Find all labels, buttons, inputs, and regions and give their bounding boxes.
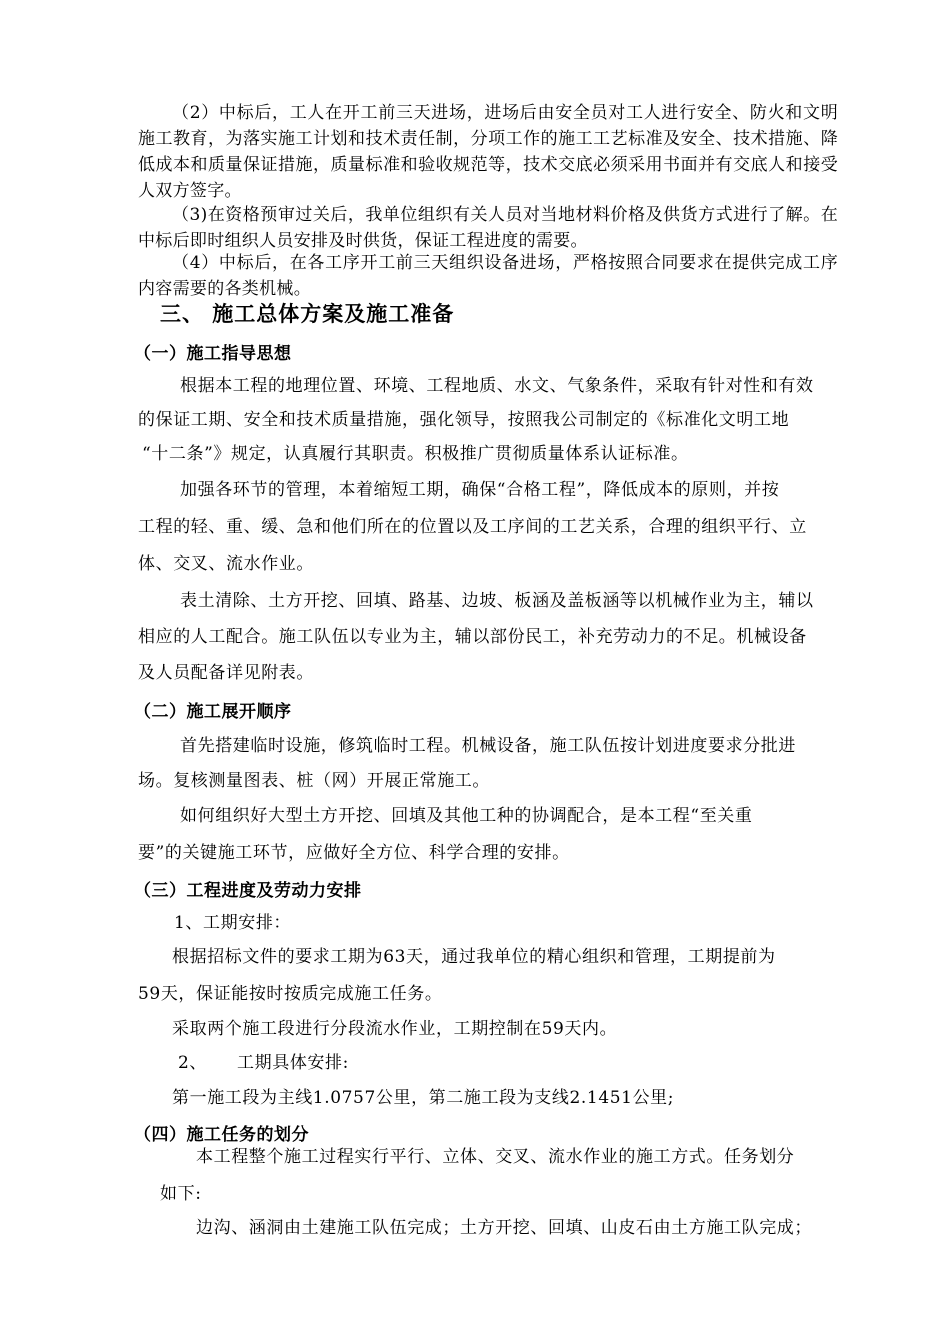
text-line: 表土清除、土方开挖、回填、路基、边坡、板涵及盖板涵等以机械作业为主，辅以 [180, 591, 814, 611]
text-line: 根据本工程的地理位置、环境、工程地质、水文、气象条件，采取有针对性和有效 [180, 376, 814, 396]
text-line: 2、 工期具体安排: [178, 1053, 349, 1073]
text-line: 边沟、涵洞由土建施工队伍完成；土方开挖、回填、山皮石由土方施工队完成； [196, 1218, 812, 1238]
text-line: 场。复核测量图表、桩（网）开展正常施工。 [138, 771, 490, 791]
text-line: “十二条”》规定，认真履行其职责。积极推广贯彻质量体系认证标准。 [142, 444, 689, 464]
text-line: 首先搭建临时设施，修筑临时工程。机械设备，施工队伍按计划进度要求分批进 [180, 736, 796, 756]
text-line: 加强各环节的管理，本着缩短工期，确保“合格工程”，降低成本的原则，并按 [180, 480, 780, 500]
text-line: 工程的轻、重、缓、急和他们所在的位置以及工序间的工艺关系，合理的组织平行、立 [138, 517, 807, 537]
text-line: 的保证工期、安全和技术质量措施，强化领导，按照我公司制定的《标准化文明工地 [138, 410, 790, 430]
text-line: 体、交叉、流水作业。 [138, 554, 314, 574]
subsection-heading-3: （三）工程进度及劳动力安排 [134, 881, 362, 901]
text-line: 本工程整个施工过程实行平行、立体、交叉、流水作业的施工方式。任务划分 [196, 1147, 795, 1167]
subsection-heading-4: （四）施工任务的划分 [134, 1125, 309, 1145]
text-line: 第一施工段为主线1.0757公里，第二施工段为支线2.1451公里; [172, 1088, 675, 1108]
subsection-heading-2: （二）施工展开顺序 [134, 702, 292, 722]
text-line: 及人员配备详见附表。 [138, 663, 314, 683]
paragraph-item-2: （2）中标后，工人在开工前三天进场，进场后由安全员对工人进行安全、防火和文明施工教育，为落实施工计划和技术责任制，分项工作的施工工艺标准及安全、技术措施、降低成本和质量保证措施，质量标准和验收规范等，技术交底必须采用书面并有交底人和接受人双方签字。 [138, 103, 838, 201]
text-line: 1、工期安排： [174, 913, 292, 933]
paragraph-item-4: （4）中标后，在各工序开工前三天组织设备进场，严格按照合同要求在提供完成工序内容需要的各类机械。 [138, 253, 838, 299]
section-title: 三、 施工总体方案及施工准备 [160, 302, 455, 326]
text-line: 要”的关键施工环节，应做好全方位、科学合理的安排。 [138, 843, 570, 863]
text-line: 如下: [160, 1184, 202, 1204]
text-line: 59天，保证能按时按质完成施工任务。 [138, 984, 443, 1004]
paragraph-item-3: （3)在资格预审过关后，我单位组织有关人员对当地材料价格及供货方式进行了解。在中标后即时组织人员安排及时供货，保证工程进度的需要。 [138, 205, 838, 251]
text-line: 采取两个施工段进行分段流水作业，工期控制在59天内。 [172, 1019, 618, 1039]
text-line: 根据招标文件的要求工期为63天，通过我单位的精心组织和管理，工期提前为 [172, 947, 776, 967]
text-line: 相应的人工配合。施工队伍以专业为主，辅以部份民工，补充劳动力的不足。机械设备 [138, 627, 807, 647]
text-line: 如何组织好大型土方开挖、回填及其他工种的协调配合，是本工程“至关重 [180, 806, 753, 826]
subsection-heading-1: （一）施工指导思想 [134, 344, 292, 364]
